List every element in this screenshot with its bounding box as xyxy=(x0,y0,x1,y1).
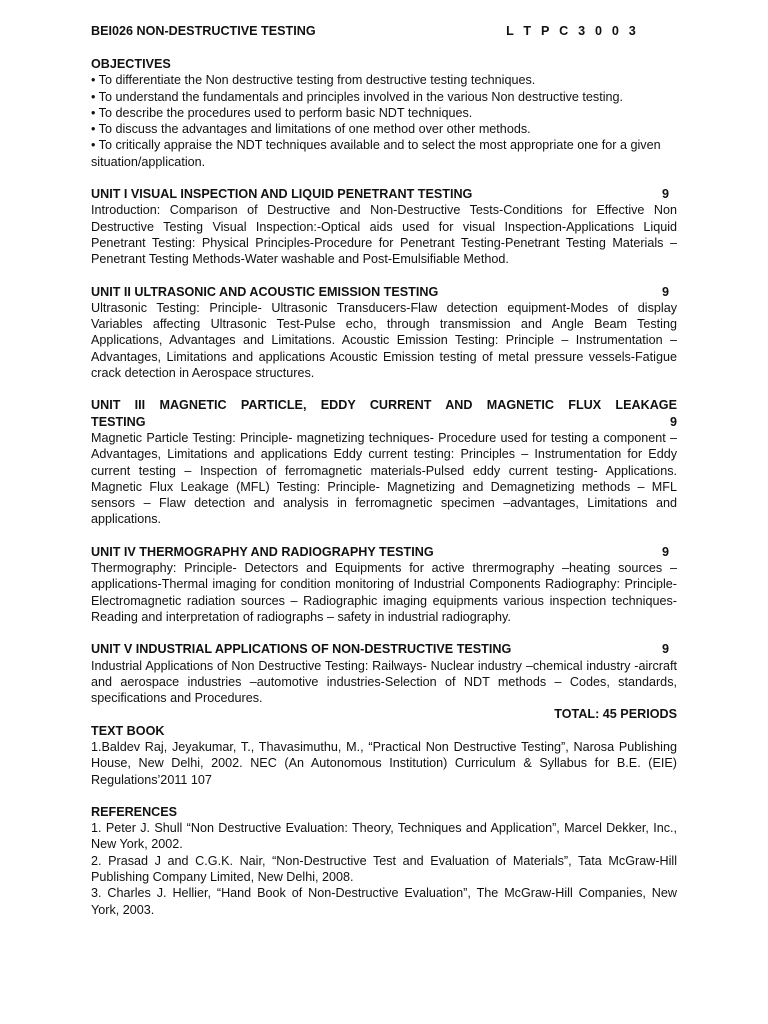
textbook-title: TEXT BOOK xyxy=(91,723,165,738)
unit-5-section xyxy=(91,641,677,706)
objective-item: • To differentiate the Non destructive testing from destructive testing techniques. xyxy=(91,73,536,88)
total-periods: TOTAL: 45 PERIODS xyxy=(554,707,677,722)
reference-item: 3. Charles J. Hellier, “Hand Book of Non-Destructive Evaluation”, The McGraw-Hill Companies, New York, 2003. xyxy=(91,886,677,917)
unit-4-body: Thermography: Principle- Detectors and Equipments for active thrermography –heating sources – applications-Thermal imaging for condition monitoring of Industrial Components Radiography: Principle- Electromagnetic radiation sources – Radiographic imaging equipments various inspection techniques-Reading and interpretation of radiographs – safety in industrial radiography. xyxy=(91,561,677,624)
objective-item: • To understand the fundamentals and principles involved in the various Non destructive testing. xyxy=(91,89,624,104)
textbook-entry: 1.Baldev Raj, Jeyakumar, T., Thavasimuthu, M., “Practical Non Destructive Testing”, Narosa Publishing House, New Delhi, 2002. NEC (An Autonomous Institution) Curriculum & Syllabus for B.E. (EIE) Regulations’2011 107 xyxy=(91,739,677,787)
unit-5-heading xyxy=(91,641,677,657)
references-section xyxy=(91,804,677,918)
unit-2-title: UNIT II ULTRASONIC AND ACOUSTIC EMISSION TESTING xyxy=(91,284,439,299)
unit-4-section xyxy=(91,544,677,625)
reference-item: 2. Prasad J and C.G.K. Nair, “Non-Destructive Test and Evaluation of Materials”, Tata McGraw-Hill Publishing Company Limited, New Delhi, 2008. xyxy=(91,853,677,885)
unit-3-heading-line2 xyxy=(91,414,677,430)
unit-5-title: UNIT V INDUSTRIAL APPLICATIONS OF NON-DESTRUCTIVE TESTING xyxy=(91,642,512,657)
references-title: REFERENCES xyxy=(91,804,178,819)
unit-1-body: Introduction: Comparison of Destructive and Non-Destructive Tests-Conditions for Effective Non Destructive Testing Visual Inspection:-Optical aids used for visual Inspection-Applications Liquid Penetrant Testing: Physical Principles-Procedure for Penetrant Testing-Penetrant Testing Materials –Penetrant Testing Methods-Water washable and Post-Emulsifiable Method. xyxy=(91,203,677,267)
unit-4-heading xyxy=(91,544,677,560)
unit-1-title: UNIT I VISUAL INSPECTION AND LIQUID PENETRANT TESTING xyxy=(91,187,473,202)
ltpc-credits: L T P C 3 0 0 3 xyxy=(506,24,639,38)
unit-2-hours: 9 xyxy=(661,284,669,299)
unit-1-section xyxy=(91,186,677,267)
unit-2-section xyxy=(91,284,677,382)
textbook-section xyxy=(91,723,677,788)
unit-1-hours: 9 xyxy=(661,187,669,202)
reference-item: 1. Peter J. Shull “Non Destructive Evaluation: Theory, Techniques and Application”, Marcel Dekker, Inc., New York, 2002. xyxy=(91,821,677,852)
unit-3-hours: 9 xyxy=(669,414,677,429)
unit-3-title: UNIT III MAGNETIC PARTICLE, EDDY CURRENT AND MAGNETIC FLUX LEAKAGE xyxy=(91,398,677,413)
unit-3-title-line2: TESTING xyxy=(91,414,146,429)
unit-5-body: Industrial Applications of Non Destructive Testing: Railways- Nuclear industry –chemical industry -aircraft and aerospace industries –automotive industries-Selection of NDT methods – Codes, standards, specifications and Procedures. xyxy=(91,658,677,706)
unit-1-heading xyxy=(91,186,677,202)
unit-2-body: Ultrasonic Testing: Principle- Ultrasonic Transducers-Flaw detection equipment-Modes of display Variables affecting Ultrasonic Test-Pulse echo, through transmission and Angle Beam Testing Applications, Advantages and Limitations. Acoustic Emission Testing: Principle – Instrumentation –Advantages, Limitations and applications Acoustic Emission testing of metal pressure vessels-Fatigue crack detection in Aerospace structures. xyxy=(91,300,677,381)
objective-item: • To describe the procedures used to perform basic NDT techniques. xyxy=(91,105,473,120)
course-header xyxy=(91,23,677,39)
objectives-title: OBJECTIVES xyxy=(91,57,171,71)
unit-4-hours: 9 xyxy=(661,544,669,559)
objective-item: • To critically appraise the NDT techniques available and to select the most appropriate one for a given situation/application. xyxy=(91,138,661,169)
objectives-section xyxy=(91,56,677,170)
unit-2-heading xyxy=(91,284,677,300)
syllabus-page xyxy=(91,23,677,918)
objective-item: • To discuss the advantages and limitations of one method over other methods. xyxy=(91,122,531,137)
unit-3-section xyxy=(91,397,677,527)
unit-5-hours: 9 xyxy=(661,642,669,657)
unit-3-body: Magnetic Particle Testing: Principle- magnetizing techniques- Procedure used for testing a component –Advantages, Limitations and applications Eddy current testing: Principles – Instrumentation for Eddy current testing – Inspection of ferromagnetic materials-Pulsed eddy current testing- Applications. Magnetic Flux Leakage (MFL) Testing: Principle- Magnetizing and Demagnetizing methods – MFL sensors – Flaw detection and analysis in ferromagnetic specimen –advantages, Limitations and applications. xyxy=(91,430,677,527)
course-title: BEI026 NON-DESTRUCTIVE TESTING xyxy=(91,24,316,38)
unit-4-title: UNIT IV THERMOGRAPHY AND RADIOGRAPHY TESTING xyxy=(91,544,434,559)
